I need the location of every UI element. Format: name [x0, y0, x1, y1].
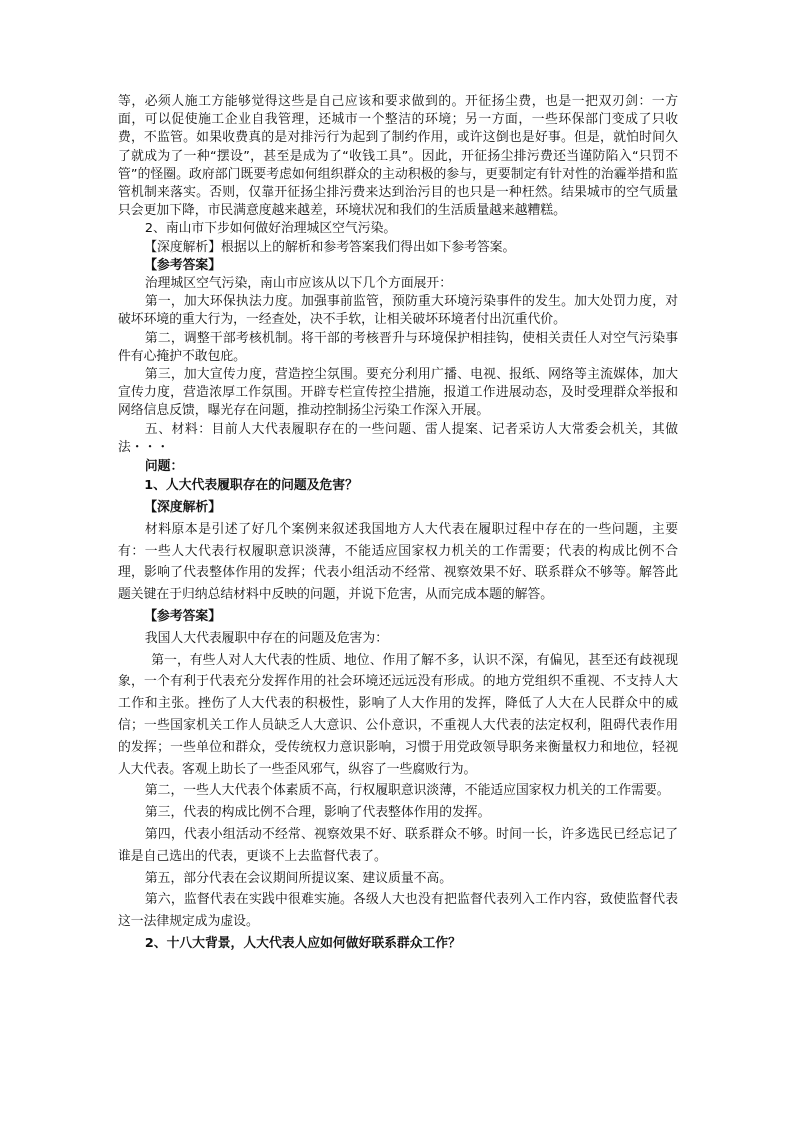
deep-analysis-text: 材料原本是引述了好几个案例来叙述我国地方人大代表在履职过程中存在的一些问题，主要有：一些人大代表行权履职意识淡薄，不能适应国家权力机关的工作需要；代表的构成比例不合理，影响了代表整体作用的发挥；代表小组活动不经常、视察效果不好、联系群众不够等。解答此题关键在于归纳总结材料中反映的问题，并说下危害，从而完成本题的解答。 — [118, 521, 678, 603]
reference-answer-label: 【参考答案】 — [144, 257, 222, 273]
question-2-heading: 2、南山市下步如何做好治理城区空气污染。 — [144, 221, 397, 237]
answer-2-point-3: 第三，代表的构成比例不合理，影响了代表整体作用的发挥。 — [144, 805, 491, 821]
answer-2-point-4: 第四，代表小组活动不经常、视察效果不好、联系群众不够。时间一长，许多选民已经忘记了谁是自己选出的代表，更谈不上去监督代表了。 — [118, 827, 678, 864]
paragraph-dust-fee: 等，必须人施工方能够觉得这些是自己应该和要求做到的。开征扬尘费，也是一把双刃剑：一方面，可以促使施工企业自我管理，还城市一个整洁的环境；另一方面，一些环保部门变成了只收费，不监管。如果收费真的是对排污行为起到了制约作用，或许这倒也是好事。但是，就怕时间久了就成为了一种“摆设”，甚至是成为了“收钱工具”。因此，开征扬尘排污费还当谨防陷入“只罚不管”的怪圈。政府部门既要考虑如何组织群众的主动积极的参与，更要制定有针对性的治霾举措和监管机制来落实。否则，仅靠开征扬尘排污费来达到治污目的也只是一种枉然。结果城市的空气质量只会更加下降，市民满意度越来越差，环境状况和我们的生活质量越来越糟糕。 — [118, 94, 678, 219]
answer-2-point-5: 第五，部分代表在会议期间所提议案、建议质量不高。 — [144, 870, 452, 886]
question-2-18th-congress: 2、十八大背景，人大代表人应如何做好联系群众工作？ — [144, 936, 461, 951]
deep-analysis-note: 【深度解析】根据以上的解析和参考答案我们得出如下参考答案。 — [144, 239, 516, 255]
material-5-intro: 五、材料：目前人大代表履职存在的一些问题、雷人提案、记者采访人大常委会机关，其做法・・・ — [118, 421, 678, 455]
questions-label: 问题： — [144, 459, 184, 475]
answer-point-1: 第一，加大环保执法力度。加强事前监管，预防重大环境污染事件的发生。加大处罚力度，对破坏环境的重大行为，一经查处，决不手软，让相关破坏环境者付出沉重代价。 — [118, 294, 678, 328]
reference-answer-label-2: 【参考答案】 — [144, 609, 222, 625]
answer-point-2: 第二，调整干部考核机制。将干部的考核晋升与环境保护相挂钩，使相关责任人对空气污染事件有心掩护不敢包庇。 — [118, 330, 678, 364]
answer-2-point-2: 第二，一些人大代表个体素质不高，行权履职意识淡薄，不能适应国家权力机关的工作需要。 — [144, 783, 670, 799]
answer-2-point-1: 第一，有些人对人大代表的性质、地位、作用了解不多，认识不深，有偏见，甚至还有歧视现象，一个有利于代表充分发挥作用的社会环境还远远没有形成。的地方党组织不重视、不支持人大工作和主张。挫伤了人大代表的积极性，影响了人大作用的发挥，降低了人大在人民群众中的威信；一些国家机关工作人员缺乏人大意识、公仆意识，不重视人大代表的法定权利，阻碍代表作用的发挥；一些单位和群众，受传统权力意识影响，习惯于用党政领导职务来衡量权力和地位，轻视人大代表。客观上助长了一些歪风邪气，纵容了一些腐败行为。 — [118, 652, 678, 777]
question-1-heading: 1、人大代表履职存在的问题及危害？ — [144, 478, 358, 494]
deep-analysis-label: 【深度解析】 — [144, 500, 222, 516]
answer-intro: 治理城区空气污染，南山市应该从以下几个方面展开： — [144, 276, 452, 292]
document-page — [118, 93, 678, 955]
answer-point-3: 第三，加大宣传力度，营造控尘氛围。要充分利用广播、电视、报纸、网络等主流媒体，加大宣传力度，营造浓厚工作氛围。开辟专栏宣传控尘措施，报道工作进展动态，及时受理群众举报和网络信息反馈，曝光存在问题，推动控制扬尘污染工作深入开展。 — [118, 367, 678, 419]
answer-2-intro: 我国人大代表履职中存在的问题及危害为： — [144, 630, 389, 646]
answer-2-point-6: 第六，监督代表在实践中很难实施。各级人大也没有把监督代表列入工作内容，致使监督代表这一法律规定成为虚设。 — [118, 892, 678, 930]
